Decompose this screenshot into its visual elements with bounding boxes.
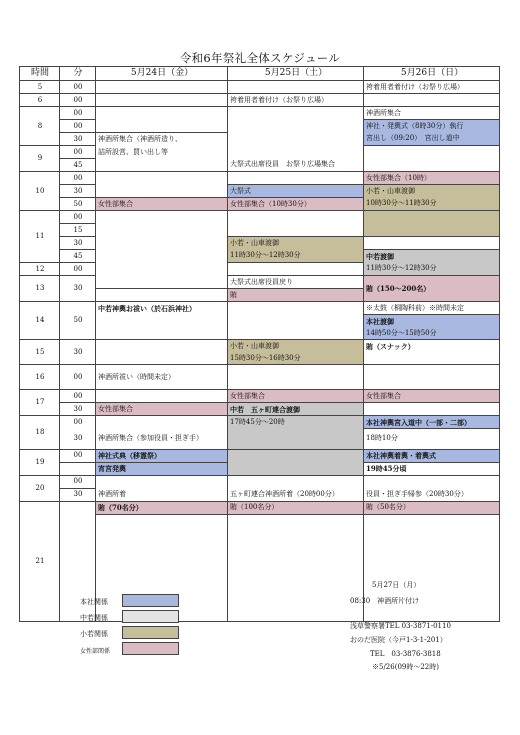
minute-cell: 00 [60, 263, 96, 276]
table-row [20, 416, 500, 429]
cell-26: 19時45分頃 [364, 462, 500, 475]
legend-label-joseibu: 女性部関係 [80, 648, 111, 655]
table-row [20, 94, 500, 107]
table-row [20, 146, 500, 159]
cell-25: 五ヶ町連合神酒所着（20時00分） [228, 488, 364, 501]
minute-cell [60, 327, 96, 340]
cell-25: 15時30分～16時30分 [228, 352, 364, 365]
cell-26: 小若・山車渡御 [364, 185, 500, 198]
cell-24 [96, 159, 228, 172]
cell-25: 袴着用者着付け（お祭り広場） [228, 94, 364, 107]
cell-25: 大祭式出席役員 お祭り広場集合 [228, 159, 364, 172]
cell-25 [228, 449, 364, 475]
cell-24 [96, 107, 228, 120]
table-row [20, 327, 500, 340]
cell-25 [228, 224, 364, 237]
header-time: 時間 [20, 67, 60, 81]
minute-cell: 00 [60, 107, 96, 120]
legend-label-kowaka: 小若関係 [80, 630, 108, 638]
cell-26 [364, 237, 500, 250]
notes-area [364, 514, 500, 621]
cell-24: 神酒所集合（神酒所造り、 [96, 133, 228, 146]
table-row [20, 237, 500, 250]
cell-24 [96, 172, 228, 185]
cell-25 [228, 107, 364, 120]
cell-25: 11時30分～12時30分 [228, 250, 364, 263]
note-police: 浅草警察署TEL 03-3871-0110 [350, 622, 451, 630]
cell-25: 賄 [228, 289, 364, 302]
cell-24: 神酒所集合（参加役員・担ぎ手） [96, 429, 228, 450]
hour-cell: 11 [20, 211, 60, 263]
hour-cell: 6 [20, 94, 60, 107]
cell-26 [364, 224, 500, 237]
header-day-24: 5月24日（金） [96, 67, 228, 81]
table-row [20, 172, 500, 185]
cell-24: 中若神輿お祓い（於石浜神社） [96, 302, 228, 315]
cell-25 [228, 211, 364, 224]
minute-cell: 30 [60, 340, 96, 365]
hour-cell: 20 [20, 475, 60, 501]
cell-26 [364, 211, 500, 224]
table-row [20, 315, 500, 328]
legend-area [96, 514, 228, 621]
cell-25: 賄（100名分） [228, 501, 364, 514]
minute-cell: 30 [60, 276, 96, 302]
cell-26: 18時10分 [364, 429, 500, 450]
cell-25 [228, 315, 364, 328]
cell-25 [228, 514, 364, 621]
cell-25 [228, 429, 364, 450]
cell-26: 賄（スナック） [364, 340, 500, 353]
table-row [20, 365, 500, 390]
header-day-26: 5月26日（日） [364, 67, 500, 81]
cell-25: 女性部集合 [228, 390, 364, 403]
cell-26: 神社・発輿式（8時30分）執行 [364, 120, 500, 133]
cell-25 [228, 120, 364, 133]
hour-cell: 15 [20, 340, 60, 365]
table-row [20, 198, 500, 211]
hour-cell: 10 [20, 172, 60, 211]
minute-cell: 00 [60, 416, 96, 429]
header-day-25: 5月25日（土） [228, 67, 364, 81]
table-row [20, 185, 500, 198]
cell-24: 神酒所着 [96, 488, 228, 501]
cell-26: 袴着用者着付け（お祭り広場） [364, 81, 500, 94]
cell-25 [228, 133, 364, 146]
cell-24 [96, 315, 228, 328]
table-row [20, 159, 500, 172]
hour-cell: 8 [20, 107, 60, 146]
minute-cell: 50 [60, 198, 96, 211]
cell-25 [228, 365, 364, 390]
minute-cell [60, 302, 96, 315]
minute-cell: 00 [60, 365, 96, 390]
table-row [20, 449, 500, 462]
table-row [20, 340, 500, 353]
cell-25 [228, 172, 364, 185]
minute-cell: 00 [60, 211, 96, 224]
cell-26: 本社神輿着輿・着輿式 [364, 449, 500, 462]
cell-25: 大祭式 [228, 185, 364, 198]
cell-25 [228, 263, 364, 276]
minute-cell: 30 [60, 429, 96, 450]
cell-26: 10時30分～11時30分 [364, 198, 500, 211]
cell-24 [96, 94, 228, 107]
cell-26: 中若渡御 [364, 250, 500, 263]
minute-cell: 30 [60, 488, 96, 501]
minute-cell: 00 [60, 390, 96, 403]
cell-26 [364, 365, 500, 390]
cell-25: 中若 五ヶ町連合渡御 [228, 403, 364, 416]
hour-cell: 13 [20, 276, 60, 302]
header-row [20, 67, 500, 81]
cell-26: 本社渡御 [364, 315, 500, 328]
hour-cell: 14 [20, 302, 60, 340]
cell-26 [364, 352, 500, 365]
minute-cell [60, 501, 96, 621]
cell-26: 賄（150～200名） [364, 276, 500, 302]
minute-cell [60, 462, 96, 475]
cell-26: 女性部集合 [364, 390, 500, 403]
hour-cell: 18 [20, 416, 60, 450]
cell-26: 女性部集合（10時） [364, 172, 500, 185]
cell-24 [96, 211, 228, 289]
minute-cell: 00 [60, 94, 96, 107]
cell-26: 神酒所集合 [364, 107, 500, 120]
cell-24: 女性部集合 [96, 403, 228, 416]
cell-24: 宵宮発輿 [96, 462, 228, 475]
table-row [20, 276, 500, 289]
cell-26 [364, 403, 500, 416]
cell-25 [228, 146, 364, 159]
table-row [20, 250, 500, 263]
cell-24 [96, 120, 228, 133]
table-row [20, 263, 500, 276]
cell-26: 役員・担ぎ手帰参（20時30分） [364, 488, 500, 501]
header-minute: 分 [60, 67, 96, 81]
minute-cell: 30 [60, 133, 96, 146]
cell-26 [364, 475, 500, 488]
minute-cell: 45 [60, 250, 96, 263]
minute-cell: 30 [60, 403, 96, 416]
legend-label-honsha: 本社関係 [80, 598, 108, 606]
cell-24 [96, 185, 228, 198]
table-row [20, 133, 500, 146]
note-clinic: おのだ医院（今戸1-3-1-201） [350, 636, 447, 644]
cell-25: 小若・山車渡御 [228, 340, 364, 353]
cell-24 [96, 81, 228, 94]
schedule-table [19, 66, 500, 622]
table-row [20, 211, 500, 224]
table-row [20, 501, 500, 514]
table-row [20, 429, 500, 450]
hour-cell: 17 [20, 390, 60, 416]
cell-24: 詰所設営、買い出し等 [96, 146, 228, 159]
table-row [20, 302, 500, 315]
table-row [20, 81, 500, 94]
minute-cell: 45 [60, 159, 96, 172]
table-row [20, 390, 500, 403]
hour-cell: 16 [20, 365, 60, 390]
table-row [20, 403, 500, 416]
cell-25 [228, 475, 364, 488]
table-row [20, 107, 500, 120]
cell-24 [96, 475, 228, 488]
cell-24: 女性部集合 [96, 198, 228, 211]
cell-25: 女性部集合（10時30分） [228, 198, 364, 211]
legend-swatch-kowaka [122, 626, 179, 639]
minute-cell: 00 [60, 146, 96, 159]
cell-26: 宮出し（09:20） 宮出し道中 [364, 133, 500, 146]
cell-24 [96, 416, 228, 429]
table-row [20, 475, 500, 488]
hour-cell: 19 [20, 449, 60, 475]
cell-26: ※太鼓（桐陶科前）※時間未定 [364, 302, 500, 315]
cell-25: 小若・山車渡御 [228, 237, 364, 250]
table-row [20, 120, 500, 133]
page-title: 令和6年祭礼全体スケジュール [179, 51, 341, 65]
minute-cell: 30 [60, 237, 96, 250]
cell-25 [228, 327, 364, 340]
cell-25 [228, 302, 364, 315]
cell-24 [96, 340, 228, 365]
cell-24: 神社式典（移霊祭） [96, 449, 228, 462]
minute-cell: 50 [60, 315, 96, 328]
cell-24: 賄（70名分） [96, 501, 228, 514]
cell-26 [364, 159, 500, 172]
legend-swatch-joseibu [122, 642, 179, 655]
cell-25 [228, 81, 364, 94]
minute-cell: 00 [60, 172, 96, 185]
table-row [20, 224, 500, 237]
hour-cell: 5 [20, 81, 60, 94]
cell-26: 賄（50名分） [364, 501, 500, 514]
cell-26: 14時50分～15時50分 [364, 327, 500, 340]
note-clinic-hours: ※5/26(09時～22時) [372, 663, 439, 671]
minute-cell: 30 [60, 185, 96, 198]
cell-26: 本社神輿宮入道中（一部・二部） [364, 416, 500, 429]
cell-25: 大祭式出席役員戻り [228, 276, 364, 289]
minute-cell: 00 [60, 120, 96, 133]
cell-25: 17時45分～20時 [228, 416, 364, 429]
note-clinic-tel: TEL 03-3876-3818 [370, 650, 441, 658]
cell-26 [364, 146, 500, 159]
hour-cell: 21 [20, 501, 60, 621]
note-cleanup: 08:30 神酒所片付け [350, 597, 420, 605]
table-row [20, 488, 500, 501]
minute-cell: 15 [60, 224, 96, 237]
legend-label-nakawaka: 中若関係 [80, 614, 108, 622]
cell-26 [364, 94, 500, 107]
cell-26: 11時30分～12時30分 [364, 263, 500, 276]
cell-24: 神酒所祓い（時間未定） [96, 365, 228, 390]
cell-24 [96, 289, 228, 302]
note-date-27: 5月27日（月） [372, 581, 421, 589]
minute-cell: 00 [60, 475, 96, 488]
minute-cell: 00 [60, 449, 96, 462]
cell-24 [96, 327, 228, 340]
minute-cell: 00 [60, 81, 96, 94]
hour-cell: 9 [20, 146, 60, 172]
hour-cell: 12 [20, 263, 60, 276]
cell-24 [96, 390, 228, 403]
